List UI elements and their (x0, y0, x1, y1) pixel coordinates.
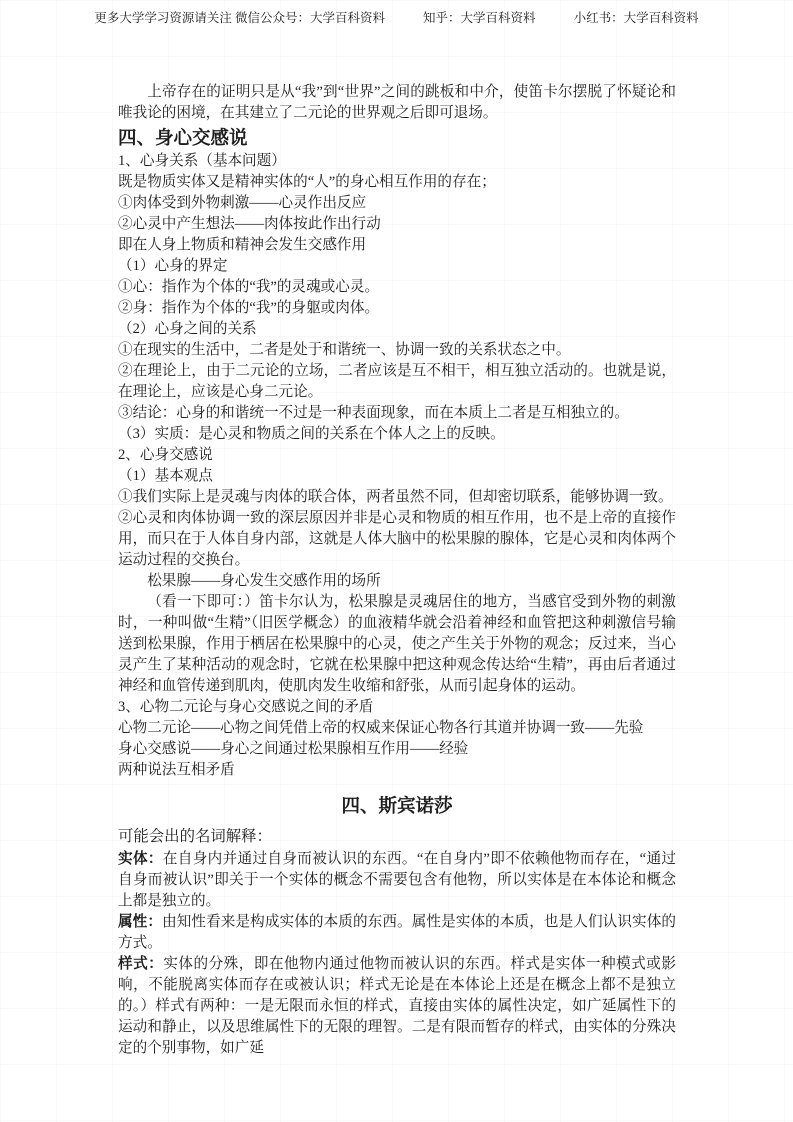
term-text: 在自身内并通过自身而被认识的东西。“在自身内”即不依赖他物而存在，“通过自身而被认识”即关于一个实体的概念不需要包含有他物，所以实体是在本体论和概念上都是独立的。 (118, 851, 676, 909)
header-wechat: 更多大学学习资源请关注 微信公众号：大学百科资料 (94, 11, 386, 25)
paragraph: 身心交感说——身心之间通过松果腺相互作用——经验 (118, 741, 469, 757)
paragraph: ①在现实的生活中，二者是处于和谐统一、协调一致的关系状态之中。 (118, 342, 571, 358)
term-label-attribute: 属性： (118, 914, 163, 930)
paragraph: （3）实质：是心灵和物质之间的关系在个体人之上的反映。 (118, 426, 505, 442)
definition-attribute (118, 912, 676, 954)
paragraph: 心物二元论——心物之间凭借上帝的权威来保证心物各行其道并协调一致——先验 (118, 720, 644, 736)
paragraph: 1、心身关系（基本问题） (118, 153, 286, 169)
term-label-substance: 实体： (118, 851, 163, 867)
paragraph-glossary-intro: 可能会出的名词解释： (118, 828, 272, 845)
paragraph: ①肉体受到外物刺激——心灵作出反应 (118, 195, 367, 211)
paragraph: ①心：指作为个体的“我”的灵魂或心灵。 (118, 279, 380, 295)
paragraph-descartes-pineal-detail: （看一下即可：）笛卡尔认为，松果腺是灵魂居住的地方，当感官受到外物的刺激时，一种叫做“生精”（旧医学概念）的血液精华就会沿着神经和血管把这种刺激信号输送到松果腺，作用于栖居在松果腺中的心灵，使之产生关于外物的观念；反过来，当心灵产生了某种活动的观念时，它就在松果腺中把这种观念传达给“生精”，再由后者通过神经和血管传递到肌肉，使肌肉发生收缩和舒张，从而引起身体的运动。 (118, 594, 676, 694)
heading-mind-body-interaction: 四、身心交感说 (118, 127, 248, 148)
term-text: 由知性看来是构成实体的本质的东西。属性是实体的本质，也是人们认识实体的方式。 (118, 914, 676, 951)
page-header (0, 11, 793, 26)
paragraph: （1）心身的界定 (118, 258, 228, 274)
paragraph: 即在人身上物质和精神会发生交感作用 (118, 237, 367, 253)
paragraph-god-proof: 上帝存在的证明只是从“我”到“世界”之间的跳板和中介，使笛卡尔摆脱了怀疑论和唯我论的困境，在其建立了二元论的世界观之后即可退场。 (118, 84, 676, 121)
paragraph: 既是物质实体又是精神实体的“人”的身心相互作用的存在； (118, 174, 496, 190)
document-body (118, 82, 676, 1059)
header-xiaohongshu: 小红书：大学百科资料 (573, 11, 699, 25)
term-text: 实体的分殊，即在他物内通过他物而被认识的东西。样式是实体一种模式或影响，不能脱离实体而存在或被认识；样式无论是在本体论上还是在概念上都不是独立的。）样式有两种：一是无限而永恒的样式，直接由实体的属性决定，如广延属性下的运动和静止，以及思维属性下的无限的理智。二是有限而暂存的样式，由实体的分殊决定的个别事物，如广延 (118, 956, 676, 1056)
paragraph-pineal-gland: 松果腺——身心发生交感作用的场所 (147, 573, 381, 589)
paragraph: ②身：指作为个体的“我”的身躯或肉体。 (118, 300, 380, 316)
paragraph: ②心灵中产生想法——肉体按此作出行动 (118, 216, 381, 232)
header-zhihu: 知乎：大学百科资料 (423, 11, 536, 25)
paragraph: 3、心物二元论与身心交感说之间的矛盾 (118, 699, 374, 715)
paragraph: （2）心身之间的关系 (118, 321, 257, 337)
paragraph: ②心灵和肉体协调一致的深层原因并非是心灵和物质的相互作用，也不是上帝的直接作用，而只在于人体自身内部，这就是人体大脑中的松果腺的腺体，它是心灵和肉体两个运动过程的交换台。 (118, 510, 676, 568)
paragraph: 2、心身交感说 (118, 447, 213, 463)
paragraph: 两种说法互相矛盾 (118, 762, 235, 778)
term-label-mode: 样式： (118, 956, 164, 972)
definition-mode (118, 954, 676, 1059)
paragraph: （1）基本观点 (118, 468, 213, 484)
paragraph: ②在理论上，由于二元论的立场，二者应该是互不相干，相互独立活动的。也就是说，在理论上，应该是心身二元论。 (118, 363, 676, 400)
paragraph: ①我们实际上是灵魂与肉体的联合体，两者虽然不同，但却密切联系，能够协调一致。 (118, 489, 673, 505)
definition-substance (118, 849, 676, 912)
paragraph: ③结论：心身的和谐统一不过是一种表面现象，而在本质上二者是互相独立的。 (118, 405, 629, 421)
heading-spinoza: 四、斯宾诺莎 (341, 795, 453, 816)
